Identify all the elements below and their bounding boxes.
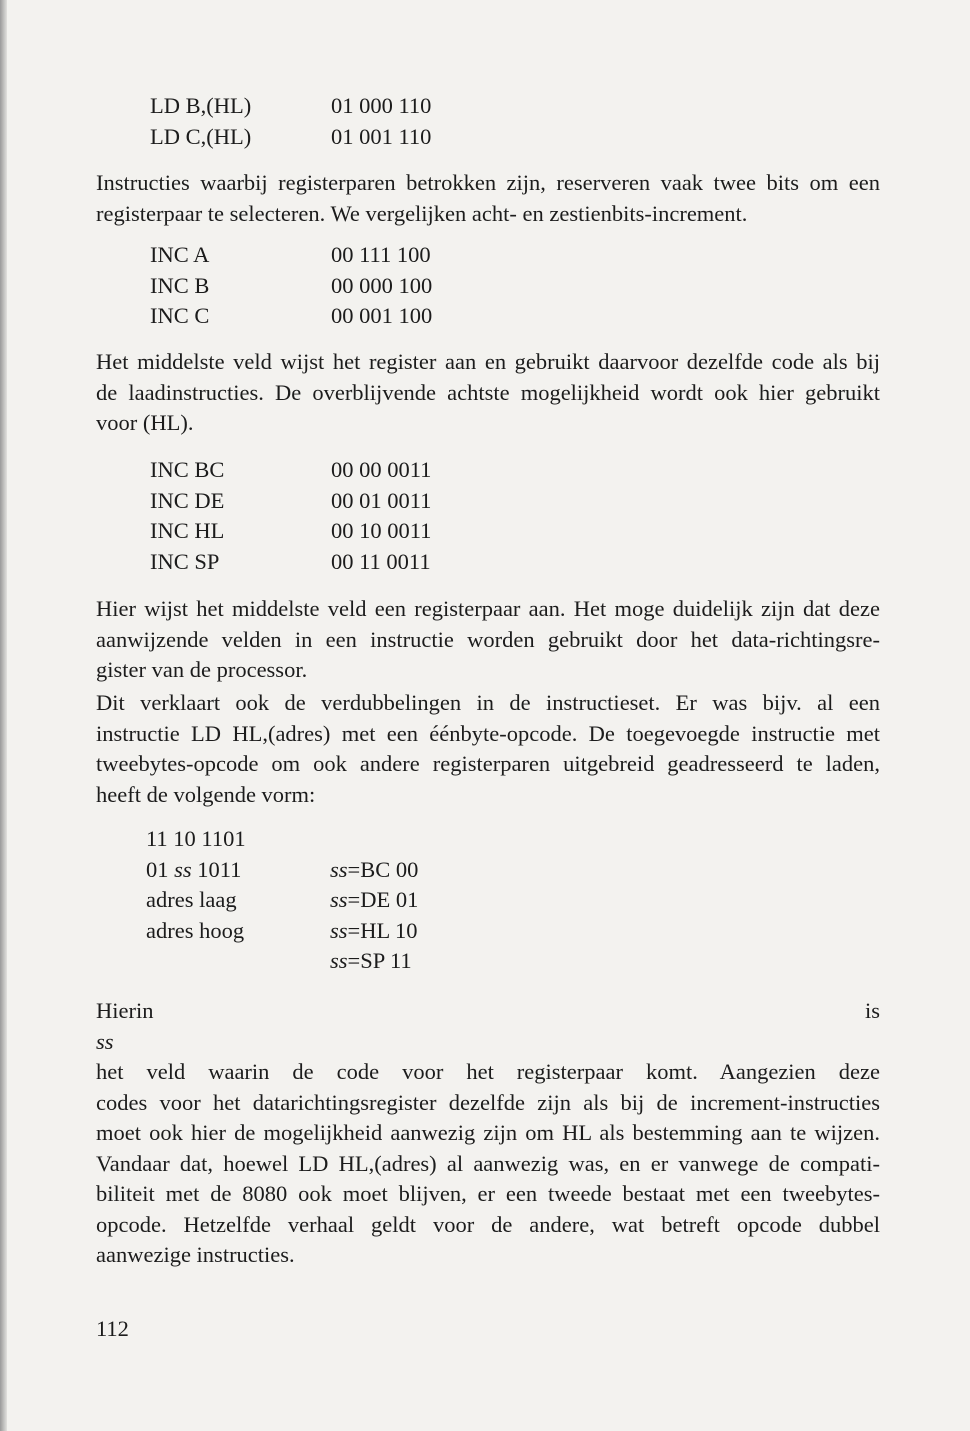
ss-code: =SP 11 [347,948,412,973]
text-fragment: het veld waarin de code voor het registerpaar komt. Aangezien deze [96,1059,880,1084]
paragraph-line: aanwezige instructies. [96,1242,295,1267]
ss-field: ss [174,856,192,882]
opcode-bits: 00 11 0011 [331,548,431,574]
paragraph-register-pair-field [96,594,880,686]
ss-code: =HL 10 [347,917,418,943]
instruction-name: LD C,(HL) [150,123,252,149]
ss-value [330,885,418,916]
ss-label: ss [330,948,348,973]
opcode-bits: 00 111 100 [331,242,431,267]
text-fragment: Hierin is [96,998,880,1023]
opcode-bits: 01 000 110 [331,93,432,118]
paragraph-line: codes voor het datarichtingsregister dezelfde zijn als bij de increment-instructies [96,1089,880,1115]
opcode-bits: 00 000 100 [331,272,433,298]
paragraph-line: biliteit met de 8080 ook moet blijven, er een tweede bestaat met een tweebytes- [96,1181,880,1206]
instruction-name: INC BC [150,457,225,482]
paragraph-line: opcode. Hetzelfde verhaal geldt voor de andere, wat betreft opcode dubbel [96,1211,880,1237]
ss-code: =BC 00 [347,856,419,882]
address-low: adres laag [146,887,237,912]
page-number: 112 [96,1316,129,1341]
opcode-byte-1: 11 10 1101 [146,826,246,851]
paragraph-line: Hier wijst het middelste veld een registerpaar aan. Het moge duidelijk zijn dat deze [96,596,880,621]
paragraph-middle-field [96,347,880,439]
opcode-bits: 00 01 0011 [331,487,432,513]
paragraph-line: Vandaar dat, hoewel LD HL,(adres) al aanwezig was, en er vanwege de compati- [96,1150,880,1176]
paragraph-ss-explanation [96,996,880,1271]
instruction-name: INC HL [150,518,225,543]
opcode-prefix: 01 [146,856,175,882]
ss-term: ss [96,1028,114,1054]
ss-value [330,916,418,947]
ss-label: ss [330,917,348,943]
opcode-bits: 00 10 0011 [331,518,432,543]
ss-label: ss [330,856,348,882]
paragraph-line: heeft de volgende vorm: [96,781,316,807]
paragraph-line: Het middelste veld wijst het register aan en gebruikt daarvoor dezelfde code als bij [96,349,880,374]
ss-label: ss [330,887,348,912]
paragraph-line [96,996,880,1088]
address-high: adres hoog [146,917,245,943]
paragraph-line: Instructies waarbij registerparen betrokken zijn, reserveren vaak twee bits om een [96,170,880,195]
ss-value [330,946,412,977]
instruction-name: INC B [150,272,210,298]
paragraph-line: aanwijzende velden in een instructie worden gebruikt door het data-richtingsre- [96,626,880,652]
paragraph-register-pairs [96,168,880,229]
instruction-name: LD B,(HL) [150,93,252,118]
paragraph-line: voor (HL). [96,410,194,435]
paragraph-line: gister van de processor. [96,657,308,682]
ss-code: =DE 01 [347,887,419,912]
paragraph-line: Dit verklaart ook de verdubbelingen in de instructieset. Er was bijv. al een [96,690,880,715]
instruction-name: INC A [150,242,210,267]
opcode-bits: 01 001 110 [331,123,432,149]
opcode-byte-2 [146,855,241,886]
paragraph-line: tweebytes-opcode om ook andere registerparen uitgebreid geadresseerd te laden, [96,751,880,776]
opcode-suffix: 1011 [191,856,242,882]
instruction-name: INC C [150,303,210,328]
paragraph-line: moet ook hier de mogelijkheid aanwezig zijn om HL als bestemming aan te wijzen. [96,1120,880,1145]
instruction-name: INC DE [150,487,225,513]
opcode-bits: 00 001 100 [331,303,433,328]
paragraph-line: de laadinstructies. De overblijvende achtste mogelijkheid wordt ook hier gebruikt [96,379,880,405]
opcode-bits: 00 00 0011 [331,457,432,482]
paragraph-duplications [96,688,880,810]
paragraph-line: registerpaar te selecteren. We vergelijken acht- en zestienbits-increment. [96,200,748,226]
instruction-name: INC SP [150,548,220,574]
paragraph-line: instructie LD HL,(adres) met een éénbyte-opcode. De toegevoegde instructie met [96,720,880,746]
ss-value [330,855,418,886]
page-left-edge [0,0,7,1431]
